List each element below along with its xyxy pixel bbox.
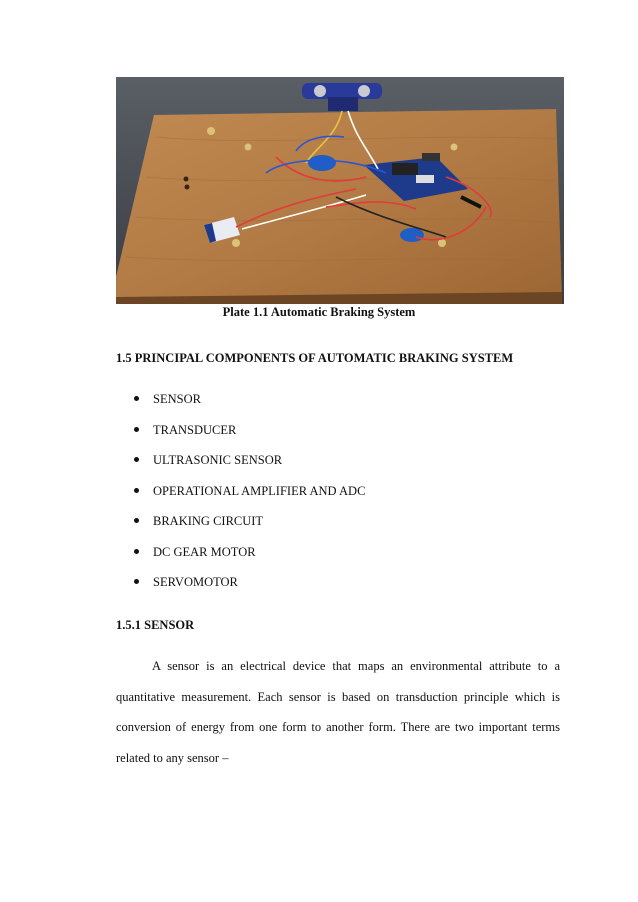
bullet-icon	[134, 396, 139, 401]
bullet-icon	[134, 427, 139, 432]
section-heading: 1.5 PRINCIPAL COMPONENTS OF AUTOMATIC BRAKING SYSTEM	[116, 351, 514, 365]
list-item-label: DC GEAR MOTOR	[153, 544, 256, 559]
list-item	[0, 572, 638, 603]
list-item	[0, 511, 638, 542]
braking-system-photo	[116, 77, 564, 304]
list-item	[0, 389, 638, 420]
list-item	[0, 420, 638, 451]
component-list	[0, 389, 638, 603]
bullet-icon	[134, 488, 139, 493]
list-item-label: BRAKING CIRCUIT	[153, 514, 264, 528]
list-item-label: SERVOMOTOR	[153, 575, 238, 589]
list-item	[0, 481, 638, 512]
figure-photo	[116, 77, 564, 304]
bullet-icon	[134, 518, 139, 523]
list-item	[0, 542, 638, 573]
bullet-icon	[134, 457, 139, 462]
list-item	[0, 450, 638, 481]
figure-caption: Plate 1.1 Automatic Braking System	[222, 305, 416, 319]
list-item-label: OPERATIONAL AMPLIFIER AND ADC	[153, 483, 366, 498]
body-paragraph: A sensor is an electrical device that maps an environmental attribute to a quantitative measurement. Each sensor is based on transduction principle which is conversion of energy from one form to another form. There are two important terms related to any sensor –	[116, 659, 560, 765]
subsection-heading: 1.5.1 SENSOR	[116, 618, 195, 632]
bullet-icon	[134, 549, 139, 554]
bullet-icon	[134, 579, 139, 584]
sensor-disc	[400, 228, 424, 242]
list-item-label: ULTRASONIC SENSOR	[153, 453, 283, 467]
sensor-disc	[308, 155, 336, 171]
list-item-label: SENSOR	[153, 392, 201, 406]
wooden-board	[116, 109, 562, 304]
list-item-label: TRANSDUCER	[153, 422, 237, 437]
